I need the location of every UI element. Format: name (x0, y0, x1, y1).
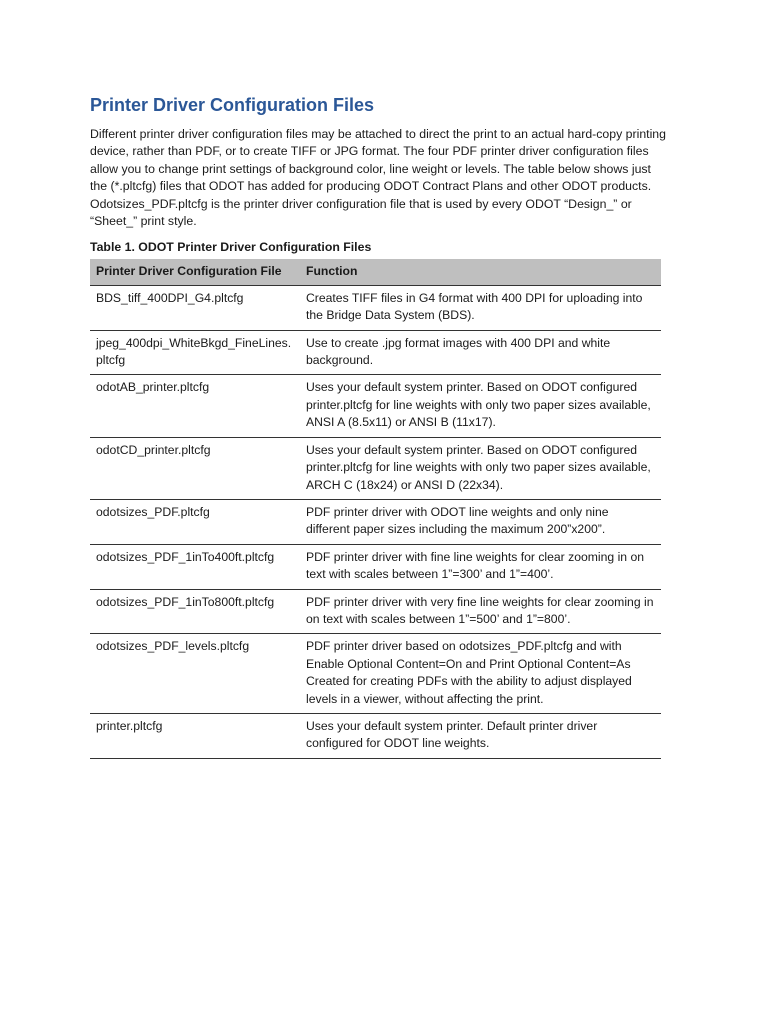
cell-file: odotsizes_PDF.pltcfg (90, 499, 300, 544)
table-row (90, 713, 661, 758)
cell-file: BDS_tiff_400DPI_G4.pltcfg (90, 285, 300, 330)
intro-paragraph: Different printer driver configuration files may be attached to direct the print to an actual hard-copy printing device, rather than PDF, or to create TIFF or JPG format. The four PDF printer driver configuration files allow you to change print settings of background color, line weight or levels. The table below shows just the (*.pltcfg) files that ODOT has added for producing ODOT Contract Plans and other ODOT products. Odotsizes_PDF.pltcfg is the printer driver configuration file that is used by every ODOT “Design_” or “Sheet_” print style. (90, 127, 666, 229)
document-page (90, 92, 670, 759)
table-row (90, 589, 661, 634)
cell-file: printer.pltcfg (90, 713, 300, 758)
table-header-row (90, 259, 661, 285)
cell-function: PDF printer driver with very fine line weights for clear zooming in on text with scales between 1”=500’ and 1”=800’. (300, 589, 661, 634)
table-row (90, 544, 661, 589)
table-row (90, 634, 661, 714)
table-caption: Table 1. ODOT Printer Driver Configuration Files (90, 240, 372, 255)
cell-function: Use to create .jpg format images with 400 DPI and white background. (300, 330, 661, 375)
cell-file: odotsizes_PDF_levels.pltcfg (90, 634, 300, 714)
cell-function: Uses your default system printer. Default printer driver configured for ODOT line weights. (300, 713, 661, 758)
cell-function: PDF printer driver with fine line weights for clear zooming in on text with scales between 1”=300’ and 1”=400’. (300, 544, 661, 589)
header-function: Function (300, 259, 661, 285)
cell-file: odotsizes_PDF_1inTo800ft.pltcfg (90, 589, 300, 634)
cell-file: jpeg_400dpi_WhiteBkgd_FineLines.pltcfg (90, 330, 300, 375)
cell-function: PDF printer driver based on odotsizes_PDF.pltcfg and with Enable Optional Content=On and Print Optional Content=As Created for creating PDFs with the ability to adjust displayed levels in a viewer, without affecting the print. (300, 634, 661, 714)
table-row (90, 499, 661, 544)
page-title: Printer Driver Configuration Files (90, 95, 375, 115)
table-row (90, 437, 661, 499)
cell-function: Creates TIFF files in G4 format with 400 DPI for uploading into the Bridge Data System (BDS). (300, 285, 661, 330)
config-files-table (90, 259, 661, 758)
cell-function: PDF printer driver with ODOT line weights and only nine different paper sizes including the maximum 200”x200”. (300, 499, 661, 544)
cell-file: odotCD_printer.pltcfg (90, 437, 300, 499)
cell-file: odotAB_printer.pltcfg (90, 375, 300, 437)
table-row (90, 330, 661, 375)
cell-function: Uses your default system printer. Based on ODOT configured printer.pltcfg for line weights with only two paper sizes available, ARCH C (18x24) or ANSI D (22x34). (300, 437, 661, 499)
cell-file: odotsizes_PDF_1inTo400ft.pltcfg (90, 544, 300, 589)
table-row (90, 285, 661, 330)
header-file: Printer Driver Configuration File (90, 259, 300, 285)
table-row (90, 375, 661, 437)
cell-function: Uses your default system printer. Based on ODOT configured printer.pltcfg for line weights with only two paper sizes available, ANSI A (8.5x11) or ANSI B (11x17). (300, 375, 661, 437)
